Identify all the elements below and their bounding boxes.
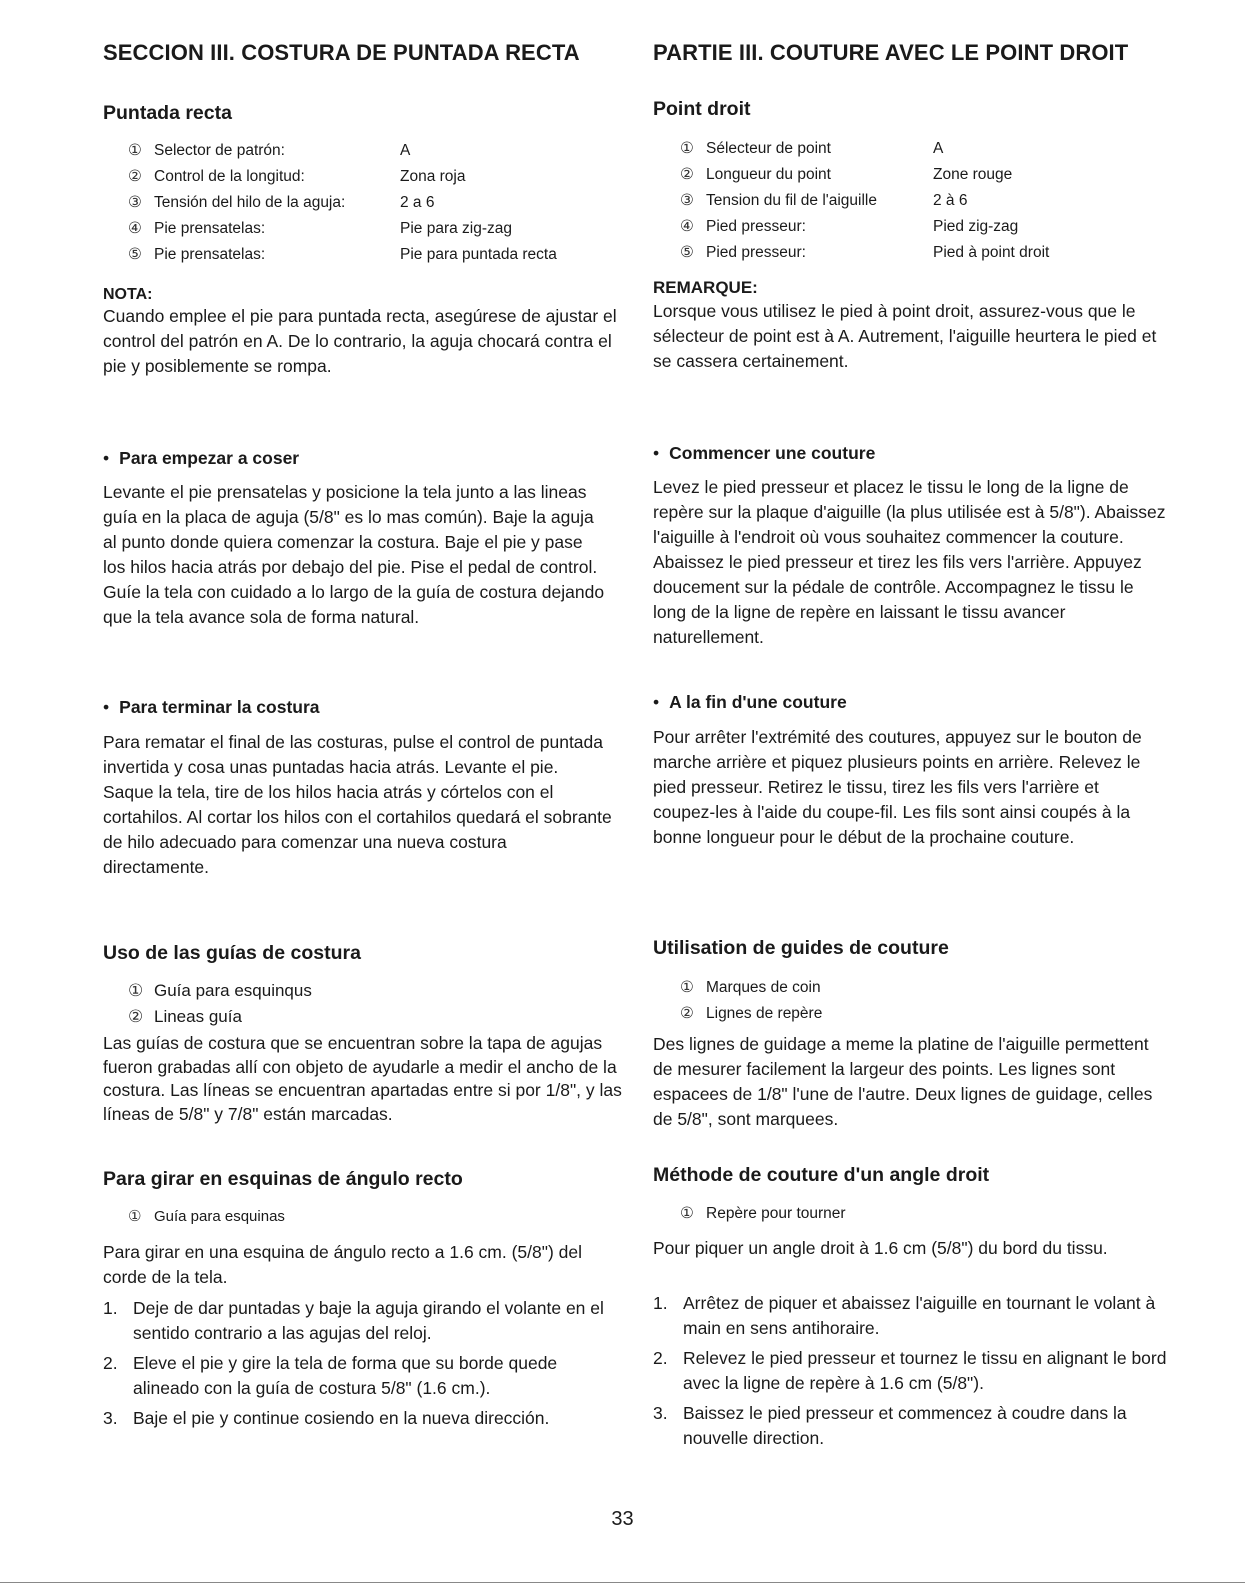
- heading-guides-couture: Utilisation de guides de couture: [653, 937, 949, 959]
- step-item: [103, 1296, 623, 1346]
- step-text: Eleve el pie y gire la tela de forma que su borde quede alineado con la guía de costura 5/8" (1.6 cm.).: [133, 1353, 558, 1398]
- item-number: ④: [128, 220, 142, 237]
- corners-list-es: [128, 1204, 285, 1230]
- corner-item: [128, 1204, 285, 1230]
- start-text-es: Levante el pie prensatelas y posicione la tela junto a las lineas guía en la placa de aguja (5/8" es lo mas común). Baje la aguja al punto donde quiera comenzar la costura. Baje el pie y pase los hilos hacia atrás por debajo del pie. Pise el pedal de control. Guíe la tela con cuidado a lo largo de la guía de costura dejando que la tela avance sola de forma natural.: [103, 482, 605, 627]
- bullet-heading-text: A la fin d'une couture: [669, 692, 847, 712]
- settings-row: [128, 164, 608, 190]
- guide-label: Lignes de repère: [706, 1005, 823, 1022]
- settings-list-fr: [680, 136, 1160, 266]
- setting-value: Zone rouge: [933, 166, 1013, 183]
- settings-list-es: [128, 138, 608, 268]
- note-text-es: Cuando emplee el pie para puntada recta, asegúrese de ajustar el control del patrón en A. De lo contrario, la aguja chocará contra el pie y posiblemente se rompa.: [103, 306, 617, 376]
- heading-angle-droit: Méthode de couture d'un angle droit: [653, 1164, 990, 1186]
- item-number: ②: [128, 168, 142, 185]
- corner-label: Repère pour tourner: [706, 1205, 846, 1222]
- note-label-es: NOTA:: [103, 286, 153, 303]
- guide-item: [680, 1001, 822, 1027]
- step-text: Deje de dar puntadas y baje la aguja girando el volante en el sentido contrario a las agujas del reloj.: [133, 1298, 604, 1343]
- setting-label: Tensión del hilo de la aguja:: [154, 194, 346, 211]
- step-text: Relevez le pied presseur et tournez le tissu en alignant le bord avec la ligne de repère à 1.6 cm (5/8").: [683, 1348, 1167, 1393]
- setting-value: Pied à point droit: [933, 244, 1050, 261]
- bullet-icon: •: [103, 697, 110, 717]
- item-number: ②: [680, 166, 694, 183]
- step-number: 2.: [653, 1348, 668, 1368]
- corners-steps-fr: [653, 1291, 1183, 1456]
- bullet-heading-finish-es: [103, 697, 320, 718]
- bullet-heading-start-fr: [653, 443, 875, 464]
- guides-list-fr: [680, 975, 822, 1027]
- note-text-fr: Lorsque vous utilisez le pied à point droit, assurez-vous que le sélecteur de point est à A. Autrement, l'aiguille heurtera le pied et se cassera certainement.: [653, 301, 1157, 371]
- setting-label: Pied presseur:: [706, 244, 806, 261]
- settings-row: [128, 190, 608, 216]
- setting-label: Control de la longitud:: [154, 168, 305, 185]
- setting-label: Longueur du point: [706, 166, 831, 183]
- setting-value: A: [933, 140, 944, 157]
- guides-text-fr: Des lignes de guidage a meme la platine de l'aiguille permettent de mesurer facilement la largeur des points. Les lignes sont espacees de 1/8" l'une de l'autre. Deux lignes de guidage, celles de 5/8", sont marquees.: [653, 1034, 1153, 1129]
- item-number: ④: [680, 218, 694, 235]
- section-title-es: SECCION III. COSTURA DE PUNTADA RECTA: [103, 40, 580, 65]
- bullet-icon: •: [653, 443, 660, 463]
- setting-value: Pie para puntada recta: [400, 246, 557, 263]
- finish-text-es: Para rematar el final de las costuras, pulse el control de puntada invertida y cosa unas puntadas hacia atrás. Levante el pie. Saque la tela, tire de los hilos hacia atrás y córtelos con el cortahilos. Al cortar los hilos con el cortahilos quedará el sobrante de hilo adecuado para comenzar una nueva costura directamente.: [103, 732, 612, 877]
- item-number: ②: [680, 1005, 694, 1022]
- item-number: ⑤: [128, 246, 142, 263]
- step-text: Arrêtez de piquer et abaissez l'aiguille en tournant le volant à main en sens antihoraire.: [683, 1293, 1156, 1338]
- setting-value: A: [400, 142, 411, 159]
- bullet-heading-text: Para terminar la costura: [119, 697, 320, 717]
- step-text: Baissez le pied presseur et commencez à coudre dans la nouvelle direction.: [683, 1403, 1127, 1448]
- settings-row: [680, 240, 1160, 266]
- setting-value: 2 à 6: [933, 192, 968, 209]
- bullet-heading-finish-fr: [653, 692, 847, 713]
- heading-guias-costura: Uso de las guías de costura: [103, 942, 361, 964]
- item-number: ①: [680, 979, 694, 996]
- settings-row: [128, 138, 608, 164]
- bullet-heading-start-es: [103, 448, 299, 469]
- setting-label: Pie prensatelas:: [154, 246, 266, 263]
- item-number: ①: [680, 140, 694, 157]
- setting-label: Pie prensatelas:: [154, 220, 266, 237]
- page-number: 33: [611, 1508, 634, 1530]
- step-number: 3.: [103, 1408, 118, 1428]
- step-item: [653, 1401, 1183, 1451]
- item-number: ②: [128, 1007, 144, 1026]
- step-number: 1.: [653, 1293, 668, 1313]
- guide-item: [680, 975, 822, 1001]
- bullet-icon: •: [103, 448, 110, 468]
- note-label-fr: REMARQUE:: [653, 278, 758, 297]
- corners-list-fr: [680, 1201, 846, 1227]
- guide-item: [128, 978, 608, 1004]
- setting-label: Tension du fil de l'aiguille: [706, 192, 877, 209]
- guide-label: Marques de coin: [706, 979, 821, 996]
- corners-intro-es: Para girar en una esquina de ángulo recto a 1.6 cm. (5/8") del corde de la tela.: [103, 1242, 583, 1287]
- heading-puntada-recta: Puntada recta: [103, 102, 232, 124]
- bullet-icon: •: [653, 692, 660, 712]
- bottom-divider: [0, 1582, 1245, 1583]
- settings-row: [680, 136, 1160, 162]
- settings-row: [128, 216, 608, 242]
- setting-label: Selector de patrón:: [154, 142, 285, 159]
- step-number: 1.: [103, 1298, 118, 1318]
- step-text: Baje el pie y continue cosiendo en la nueva dirección.: [133, 1408, 550, 1428]
- item-number: ⑤: [680, 244, 694, 261]
- setting-value: Zona roja: [400, 168, 466, 185]
- item-number: ①: [680, 1205, 694, 1222]
- item-number: ③: [680, 192, 694, 209]
- settings-row: [680, 162, 1160, 188]
- item-number: ①: [128, 1208, 142, 1225]
- guide-item: [128, 1004, 608, 1030]
- setting-label: Sélecteur de point: [706, 140, 831, 157]
- corner-item: [680, 1201, 846, 1227]
- finish-text-fr: Pour arrêter l'extrémité des coutures, appuyez sur le bouton de marche arrière et piquez plusieurs points en arrière. Relevez le pied presseur. Retirez le tissu, tirez les fils vers l'arrière et coupez-les à l'aide du coupe-fil. Les fils sont ainsi coupés à la bonne longueur pour le début de la prochaine couture.: [653, 727, 1142, 847]
- start-text-fr: Levez le pied presseur et placez le tissu le long de la ligne de repère sur la plaque d'aiguille (la plus utilisée est à 5/8"). Abaissez l'aiguille à l'endroit où vous souhaitez commencer la couture. Abaissez le pied presseur et tirez les fils vers l'arrière. Appuyez doucement sur la pédale de contrôle. Accompagnez le tissu le long de la ligne de repère en laissant le tissu avancer naturellement.: [653, 477, 1166, 647]
- settings-row: [128, 242, 608, 268]
- section-title-fr: PARTIE III. COUTURE AVEC LE POINT DROIT: [653, 40, 1129, 65]
- setting-value: 2 a 6: [400, 194, 435, 211]
- corner-label: Guía para esquinas: [154, 1208, 285, 1225]
- setting-value: Pie para zig-zag: [400, 220, 513, 237]
- step-number: 2.: [103, 1353, 118, 1373]
- guide-label: Guía para esquinqus: [154, 981, 312, 1000]
- heading-point-droit: Point droit: [653, 98, 751, 120]
- step-item: [653, 1346, 1183, 1396]
- guide-label: Lineas guía: [154, 1007, 242, 1026]
- guides-list-es: [128, 978, 608, 1030]
- item-number: ①: [128, 142, 142, 159]
- corners-steps-es: [103, 1296, 623, 1436]
- settings-row: [680, 214, 1160, 240]
- item-number: ③: [128, 194, 142, 211]
- bullet-heading-text: Commencer une couture: [669, 443, 876, 463]
- setting-label: Pied presseur:: [706, 218, 806, 235]
- step-item: [103, 1406, 623, 1431]
- step-item: [103, 1351, 623, 1401]
- setting-value: Pied zig-zag: [933, 218, 1019, 235]
- item-number: ①: [128, 981, 144, 1000]
- settings-row: [680, 188, 1160, 214]
- step-number: 3.: [653, 1403, 668, 1423]
- guides-text-es: Las guías de costura que se encuentran sobre la tapa de agujas fueron grabadas allí con objeto de ayudarle a medir el ancho de la costura. Las líneas se encuentran apartadas entre si por 1/8", y las líneas de 5/8" y 7/8" están marcadas.: [103, 1033, 622, 1124]
- step-item: [653, 1291, 1183, 1341]
- heading-esquinas: Para girar en esquinas de ángulo recto: [103, 1168, 463, 1190]
- bullet-heading-text: Para empezar a coser: [119, 448, 300, 468]
- corners-intro-fr: Pour piquer un angle droit à 1.6 cm (5/8") du bord du tissu.: [653, 1238, 1108, 1258]
